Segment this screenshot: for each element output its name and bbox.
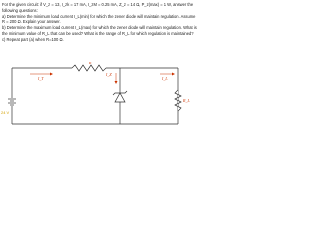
zener-regulator-circuit bbox=[0, 62, 200, 126]
problem-part-a: a) Determine the minimum load current I_L(min) for which the zener diode will maintain regulation. Assume R = 200 Ω. Explain your answer. bbox=[2, 13, 196, 25]
resistor-r-label: R bbox=[89, 62, 92, 65]
resistor-rl-label: R_L bbox=[183, 98, 190, 103]
problem-part-b: b) Determine the maximum load current I_L(max) for which the zener diode will maintain regulation. What is the minimum value of R_L that can be used? What is the range of R_L for which regulation is maintained? bbox=[2, 25, 197, 36]
resistor-r bbox=[72, 65, 106, 71]
current-il-label: I_L bbox=[162, 76, 168, 81]
problem-part-c: c) Repeat part (a) when R=100 Ω. bbox=[2, 36, 64, 42]
circuit-wires bbox=[12, 68, 178, 124]
current-arrow-iz bbox=[115, 73, 118, 84]
voltage-source bbox=[8, 98, 16, 106]
resistor-rl bbox=[175, 90, 181, 111]
problem-intro: For the given circuit: if V_z = 13, I_zk = 17 mA, I_zM = 0.25 mA, Z_z = 14 Ω, P_z(max) = 1 W, answer the following questions: bbox=[2, 2, 194, 13]
zener-diode bbox=[113, 91, 127, 102]
source-voltage-label: 24 V bbox=[1, 110, 10, 115]
current-it-label: I_T bbox=[38, 76, 44, 81]
problem-statement bbox=[2, 2, 198, 43]
current-iz-label: I_Z bbox=[106, 72, 112, 77]
